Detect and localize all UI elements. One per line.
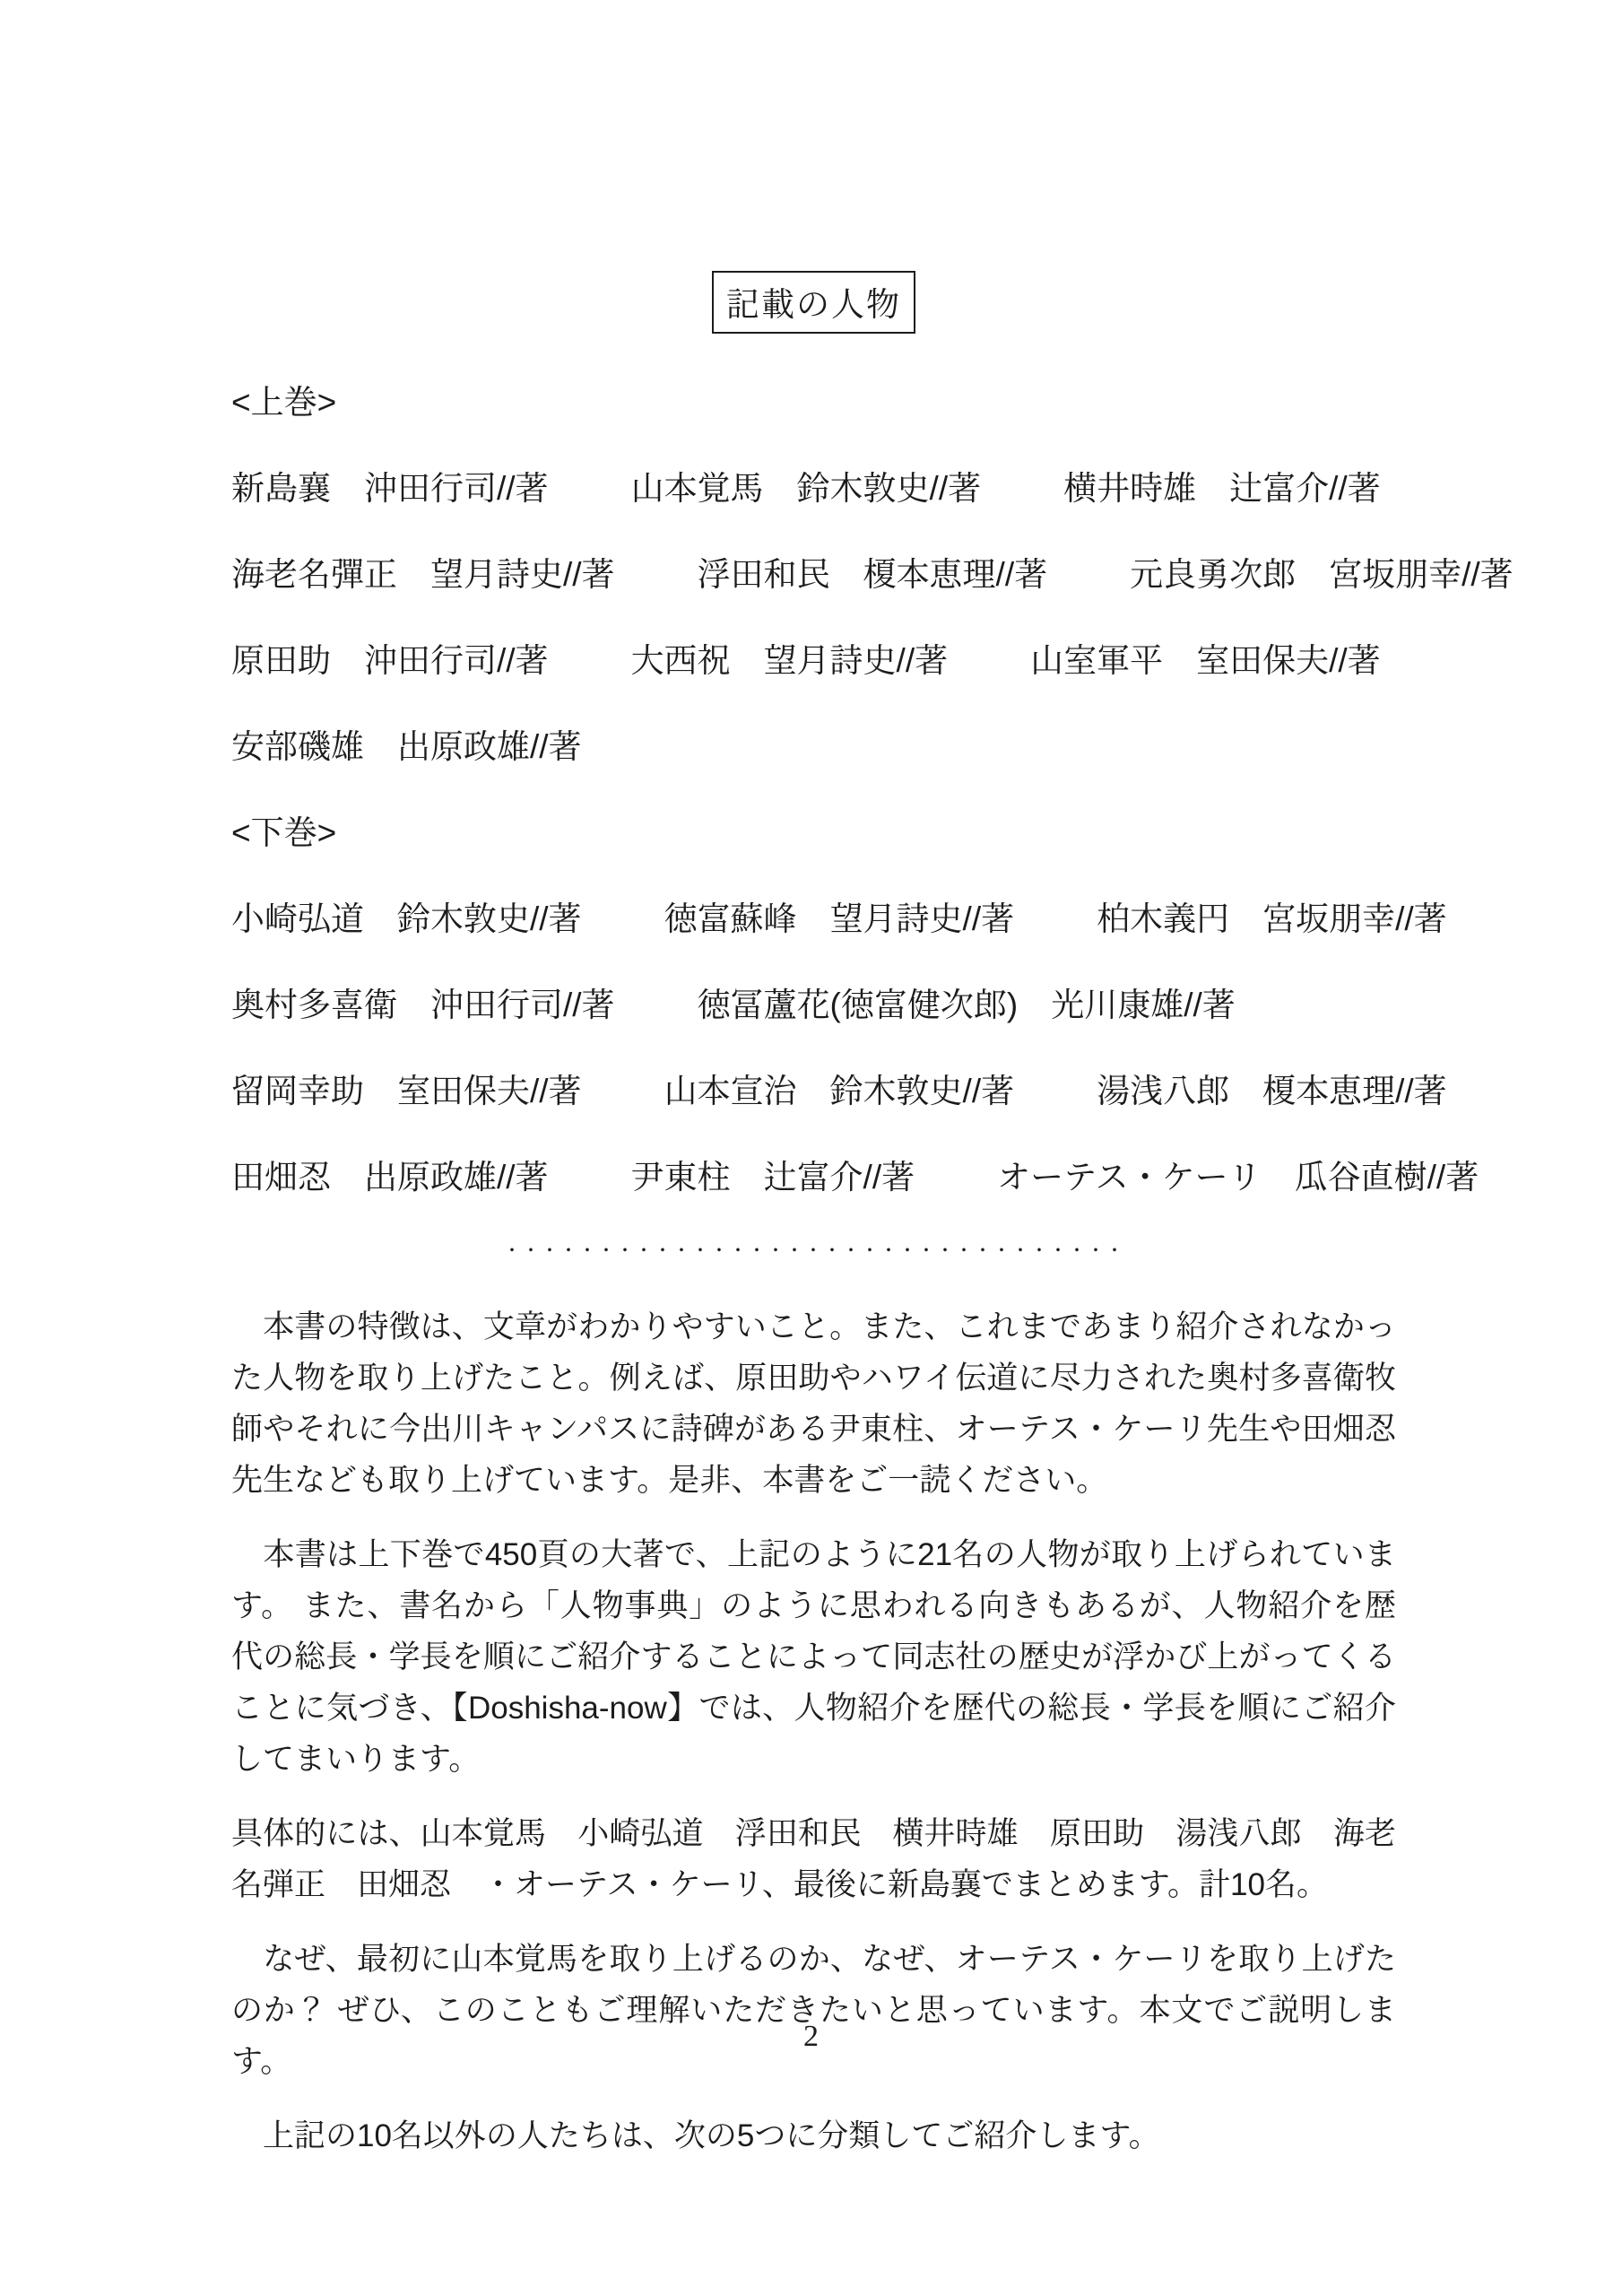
person-author-pair bbox=[664, 1064, 1015, 1112]
author-credit: 望月詩史//著 bbox=[763, 642, 949, 679]
person-author-pair bbox=[631, 633, 949, 682]
person-name: 浮田和民 bbox=[697, 556, 830, 593]
volume-name-list-first bbox=[231, 461, 1514, 768]
person-name: オーテス・ケーリ bbox=[997, 1159, 1262, 1196]
author-entry-row bbox=[231, 1150, 1479, 1198]
person-author-pair bbox=[231, 1064, 582, 1112]
author-credit: 鈴木敦史//著 bbox=[829, 1073, 1015, 1109]
person-author-pair bbox=[231, 1150, 549, 1198]
person-author-pair bbox=[1063, 461, 1381, 509]
person-name: 奥村多喜衛 bbox=[231, 987, 397, 1023]
person-name: 新島襄 bbox=[231, 470, 331, 507]
author-credit: 鈴木敦史//著 bbox=[796, 470, 982, 507]
title-row bbox=[231, 271, 1396, 334]
person-name: 徳富蘇峰 bbox=[664, 900, 797, 937]
person-author-pair bbox=[698, 978, 1236, 1026]
body-paragraph: 本書の特徴は、文章がわかりやすいこと。また、これまであまり紹介されなかった人物を取り上げたこと。例えば、原田助やハワイ伝道に尽力された奥村多喜衛牧師やそれに今出川キャンパスに詩碑がある尹東柱、オーテス・ケーリ先生や田畑忍先生なども取り上げています。是非、本書をご一読ください。 bbox=[231, 1309, 1396, 1498]
volume-section-second bbox=[231, 805, 1479, 1198]
person-name: 山本宣治 bbox=[664, 1073, 797, 1109]
volume-header-first: <上巻> bbox=[231, 384, 337, 421]
author-credit: 室田保夫//著 bbox=[397, 1073, 582, 1109]
person-author-pair bbox=[231, 978, 615, 1026]
page-title: 記載の人物 bbox=[712, 271, 915, 334]
author-credit: 沖田行司//著 bbox=[364, 642, 549, 679]
body-paragraph: なぜ、最初に山本覚馬を取り上げるのか、なぜ、オーテス・ケーリを取り上げたのか？ ぜひ、このこともご理解いただきたいと思っています。本文でご説明します。 bbox=[231, 1942, 1396, 2079]
person-name: 横井時雄 bbox=[1063, 470, 1197, 507]
person-name: 湯浅八郎 bbox=[1097, 1073, 1230, 1109]
person-author-pair bbox=[1097, 891, 1447, 940]
person-author-pair bbox=[1097, 1064, 1447, 1112]
person-author-pair bbox=[231, 891, 582, 940]
dotted-separator: ・・・・・・・・・・・・・・・・・・・・・・・・・・・・・・・・・ bbox=[503, 1241, 1124, 1261]
body-paragraph: 具体的には、山本覚馬 小崎弘道 浮田和民 横井時雄 原田助 湯浅八郎 海老名弾正 田畑忍 ・オーテス・ケーリ、最後に新島襄でまとめます。計10名。 bbox=[231, 1816, 1396, 1902]
person-author-pair bbox=[631, 1150, 915, 1198]
body-paragraph: 本書は上下巻で450頁の大著で、上記のように21名の人物が取り上げられています。 また、書名から「人物事典」のように思われる向きもあるが、人物紹介を歴代の総長・学長を順にご紹介することによって同志社の歴史が浮かび上がってくることに気づき、【Doshisha-now】では、人物紹介を歴代の総長・学長を順にご紹介してまいります。 bbox=[231, 1537, 1396, 1777]
volume-header-second: <下巻> bbox=[231, 814, 337, 851]
person-author-pair bbox=[631, 461, 982, 509]
person-name: 山室軍平 bbox=[1030, 642, 1164, 679]
author-credit: 望月詩史//著 bbox=[430, 556, 615, 593]
person-author-pair bbox=[997, 1150, 1479, 1198]
author-credit: 沖田行司//著 bbox=[364, 470, 549, 507]
author-credit: 室田保夫//著 bbox=[1196, 642, 1381, 679]
author-credit: 辻富介//著 bbox=[1229, 470, 1381, 507]
author-credit: 出原政雄//著 bbox=[397, 728, 582, 765]
volume-name-list-second bbox=[231, 891, 1479, 1198]
person-author-pair bbox=[231, 461, 549, 509]
author-entry-row bbox=[231, 1064, 1447, 1112]
author-credit: 榎本恵理//著 bbox=[863, 556, 1048, 593]
person-name: 留岡幸助 bbox=[231, 1073, 364, 1109]
person-name: 山本覚馬 bbox=[630, 470, 764, 507]
author-credit: 望月詩史//著 bbox=[829, 900, 1015, 937]
person-name: 海老名彈正 bbox=[231, 556, 397, 593]
author-entry-row bbox=[231, 891, 1447, 940]
person-name: 小崎弘道 bbox=[231, 900, 364, 937]
person-name: 大西祝 bbox=[630, 642, 731, 679]
person-author-pair bbox=[664, 891, 1015, 940]
person-name: 田畑忍 bbox=[231, 1159, 331, 1196]
person-author-pair bbox=[231, 633, 549, 682]
person-author-pair bbox=[1130, 547, 1514, 596]
person-name: 元良勇次郎 bbox=[1130, 556, 1297, 593]
person-author-pair bbox=[698, 547, 1048, 596]
author-credit: 光川康雄//著 bbox=[1051, 987, 1236, 1023]
author-credit: 榎本恵理//著 bbox=[1262, 1073, 1447, 1109]
author-entry-row bbox=[231, 547, 1514, 596]
person-name: 原田助 bbox=[231, 642, 331, 679]
person-author-pair bbox=[1030, 633, 1381, 682]
person-name: 尹東柱 bbox=[630, 1159, 731, 1196]
author-credit: 瓜谷直樹//著 bbox=[1294, 1159, 1479, 1196]
person-name: 柏木義円 bbox=[1097, 900, 1230, 937]
author-credit: 宮坂朋幸//著 bbox=[1262, 900, 1447, 937]
person-name: 安部磯雄 bbox=[231, 728, 364, 765]
page-number: 2 bbox=[803, 2020, 819, 2053]
author-credit: 鈴木敦史//著 bbox=[397, 900, 582, 937]
person-author-pair bbox=[231, 719, 582, 768]
author-entry-row bbox=[231, 633, 1396, 682]
author-credit: 沖田行司//著 bbox=[430, 987, 615, 1023]
author-entry-row bbox=[231, 461, 1396, 509]
author-credit: 出原政雄//著 bbox=[364, 1159, 549, 1196]
body-paragraph: 上記の10名以外の人たちは、次の5つに分類してご紹介します。 bbox=[231, 2118, 1160, 2153]
person-author-pair bbox=[231, 547, 615, 596]
author-credit: 宮坂朋幸//著 bbox=[1329, 556, 1514, 593]
author-credit: 辻富介//著 bbox=[763, 1159, 915, 1196]
person-name: 徳冨蘆花(徳富健次郎) bbox=[697, 987, 1019, 1023]
volume-section-first bbox=[231, 375, 1514, 768]
author-entry-row bbox=[231, 719, 1396, 768]
author-entry-row bbox=[231, 978, 1396, 1026]
